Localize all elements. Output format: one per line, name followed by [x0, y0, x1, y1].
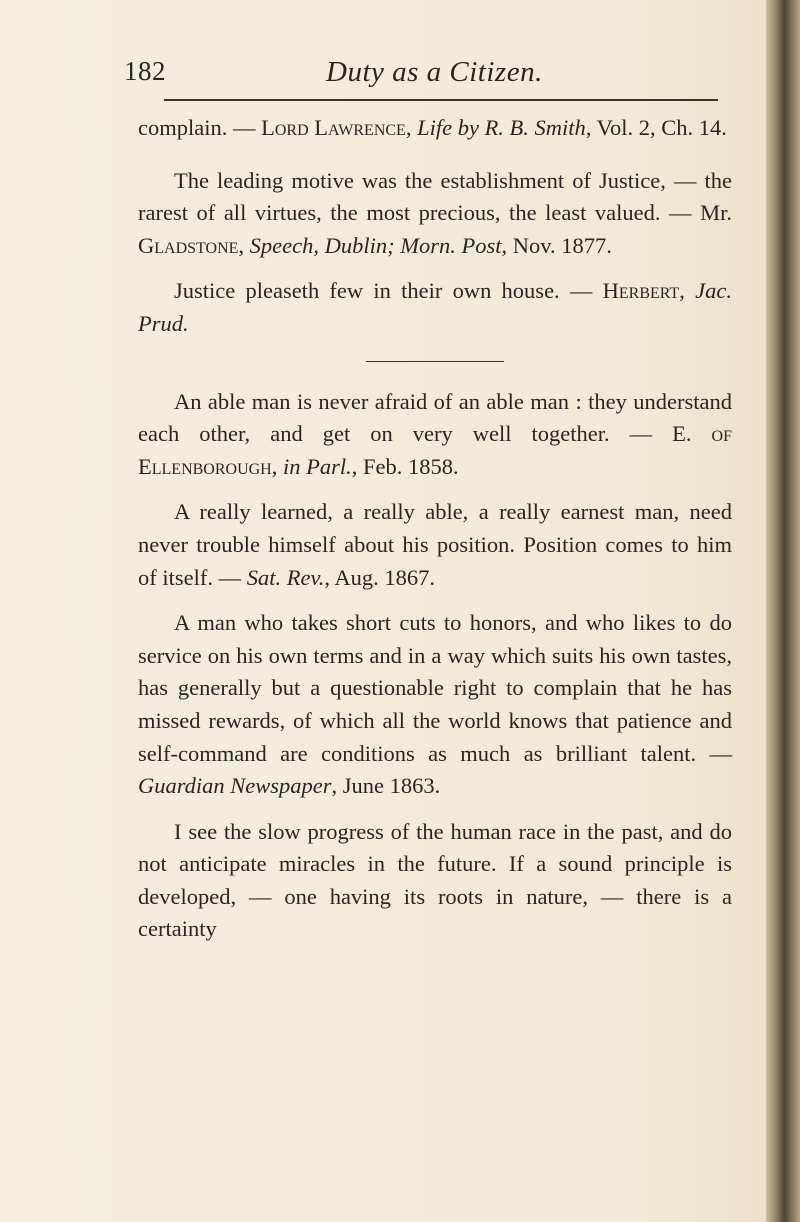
quote-citation: , Vol. 2, Ch. 14.: [585, 115, 727, 140]
quote-citation: , Feb. 1858.: [351, 453, 459, 479]
quote-author: Lord Lawrence: [261, 115, 406, 140]
quote-sat-rev: [138, 496, 732, 594]
section-divider: [366, 361, 504, 362]
quote-herbert: [138, 275, 732, 340]
quote-author: Herbert: [602, 278, 680, 304]
quote-gladstone: [138, 165, 732, 263]
quote-separator: ,: [405, 115, 418, 140]
quote-citation: , Nov. 1877.: [501, 232, 612, 258]
quote-text: An able man is never afraid of an able man : they understand each other, and get on very well together. — E.: [138, 388, 732, 447]
quote-lawrence: [138, 112, 732, 145]
quote-text: The leading motive was the establishment of Justice, — the rarest of all virtues, the most precious, the least valued. — Mr.: [138, 167, 732, 226]
quotations-body: [138, 112, 732, 946]
quote-text: I see the slow progress of the human race in the past, and do not anticipate miracles in the future. If a sound principle is developed, — one having its roots in nature, — there is a certainty: [138, 818, 732, 942]
quote-citation: , Aug. 1867.: [324, 564, 436, 590]
quote-progress: [138, 816, 732, 946]
page-header: [0, 56, 800, 100]
quote-separator: ,: [238, 232, 250, 258]
quote-guardian: [138, 607, 732, 803]
quote-text: complain. —: [138, 115, 262, 140]
quote-source: Sat. Rev.: [246, 564, 325, 590]
quote-text: A really learned, a really able, a really earnest man, need never trouble himself about his position. Position comes to him of itself. —: [138, 499, 732, 590]
quote-source: Speech, Dublin; Morn. Post: [249, 232, 502, 258]
quote-ellenborough: [138, 386, 732, 484]
quote-citation: , June 1863.: [331, 773, 441, 799]
quote-source: Jac. Prud.: [138, 278, 732, 336]
quote-author: of Ellenborough: [138, 421, 732, 479]
quote-text: A man who takes short cuts to honors, and who likes to do service on his own terms and in a way which suits his own tastes, has generally but a questionable right to complain that he has missed rewards, of which all the world knows that patience and self-command are conditions as much as brilliant talent. —: [138, 610, 732, 766]
quote-separator: ,: [271, 453, 283, 479]
quote-source: Guardian Newspaper: [138, 773, 332, 799]
running-title: Duty as a Citizen.: [326, 56, 543, 88]
header-rule: [164, 99, 718, 101]
book-spine-edge: [766, 0, 800, 1222]
quote-separator: ,: [679, 278, 696, 304]
quote-source: in Parl.: [283, 453, 352, 479]
quote-source: Life by R. B. Smith: [417, 115, 586, 140]
quote-author: Gladstone: [138, 232, 239, 258]
quote-text: Justice pleaseth few in their own house. —: [174, 278, 603, 304]
page-number: 182: [124, 56, 166, 86]
